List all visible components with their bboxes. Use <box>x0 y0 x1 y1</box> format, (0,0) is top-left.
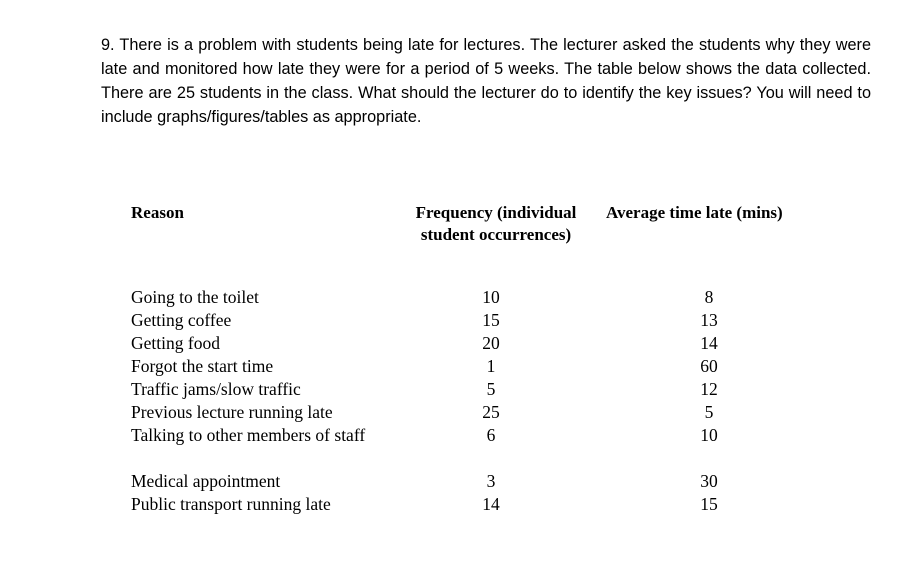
header-frequency <box>396 202 596 246</box>
frequency-cell: 5 <box>486 379 496 399</box>
header-frequency-line1: Frequency (individual <box>415 203 577 222</box>
avg-time-cell: 30 <box>700 471 718 491</box>
avg-time-cell: 13 <box>700 310 718 330</box>
avg-time-cell: 12 <box>700 379 718 399</box>
avg-time-cell: 8 <box>704 287 714 307</box>
frequency-cell: 1 <box>486 356 496 376</box>
frequency-cell: 10 <box>482 287 500 307</box>
frequency-cell: 15 <box>482 310 500 330</box>
avg-time-cell: 5 <box>704 402 714 422</box>
reason-cell: Medical appointment <box>131 471 281 491</box>
avg-time-cell: 15 <box>700 494 718 514</box>
reason-cell: Forgot the start time <box>131 356 274 376</box>
reason-cell: Previous lecture running late <box>131 402 333 422</box>
frequency-cell: 25 <box>482 402 500 422</box>
reason-cell: Getting food <box>131 333 220 353</box>
frequency-cell: 20 <box>482 333 500 353</box>
reason-cell: Getting coffee <box>131 310 232 330</box>
header-frequency-line2: student occurrences) <box>420 225 572 244</box>
reason-cell: Talking to other members of staff <box>131 425 366 445</box>
frequency-cell: 3 <box>486 471 496 491</box>
avg-time-cell: 14 <box>700 333 718 353</box>
reason-cell: Going to the toilet <box>131 287 259 307</box>
avg-time-cell: 60 <box>700 356 718 376</box>
frequency-cell: 6 <box>486 425 496 445</box>
header-reason: Reason <box>131 203 184 222</box>
header-average-time: Average time late (mins) <box>606 203 783 222</box>
reason-cell: Traffic jams/slow traffic <box>131 379 301 399</box>
frequency-cell: 14 <box>482 494 500 514</box>
avg-time-cell: 10 <box>700 425 718 445</box>
reason-cell: Public transport running late <box>131 494 331 514</box>
question-text: 9. There is a problem with students being late for lectures. The lecturer asked the students why they were late and monitored how late they were for a period of 5 weeks. The table below shows the data collected. There are 25 students in the class. What should the lecturer do to identify the key issues? You will need to include graphs/figures/tables as appropriate. <box>101 36 871 126</box>
